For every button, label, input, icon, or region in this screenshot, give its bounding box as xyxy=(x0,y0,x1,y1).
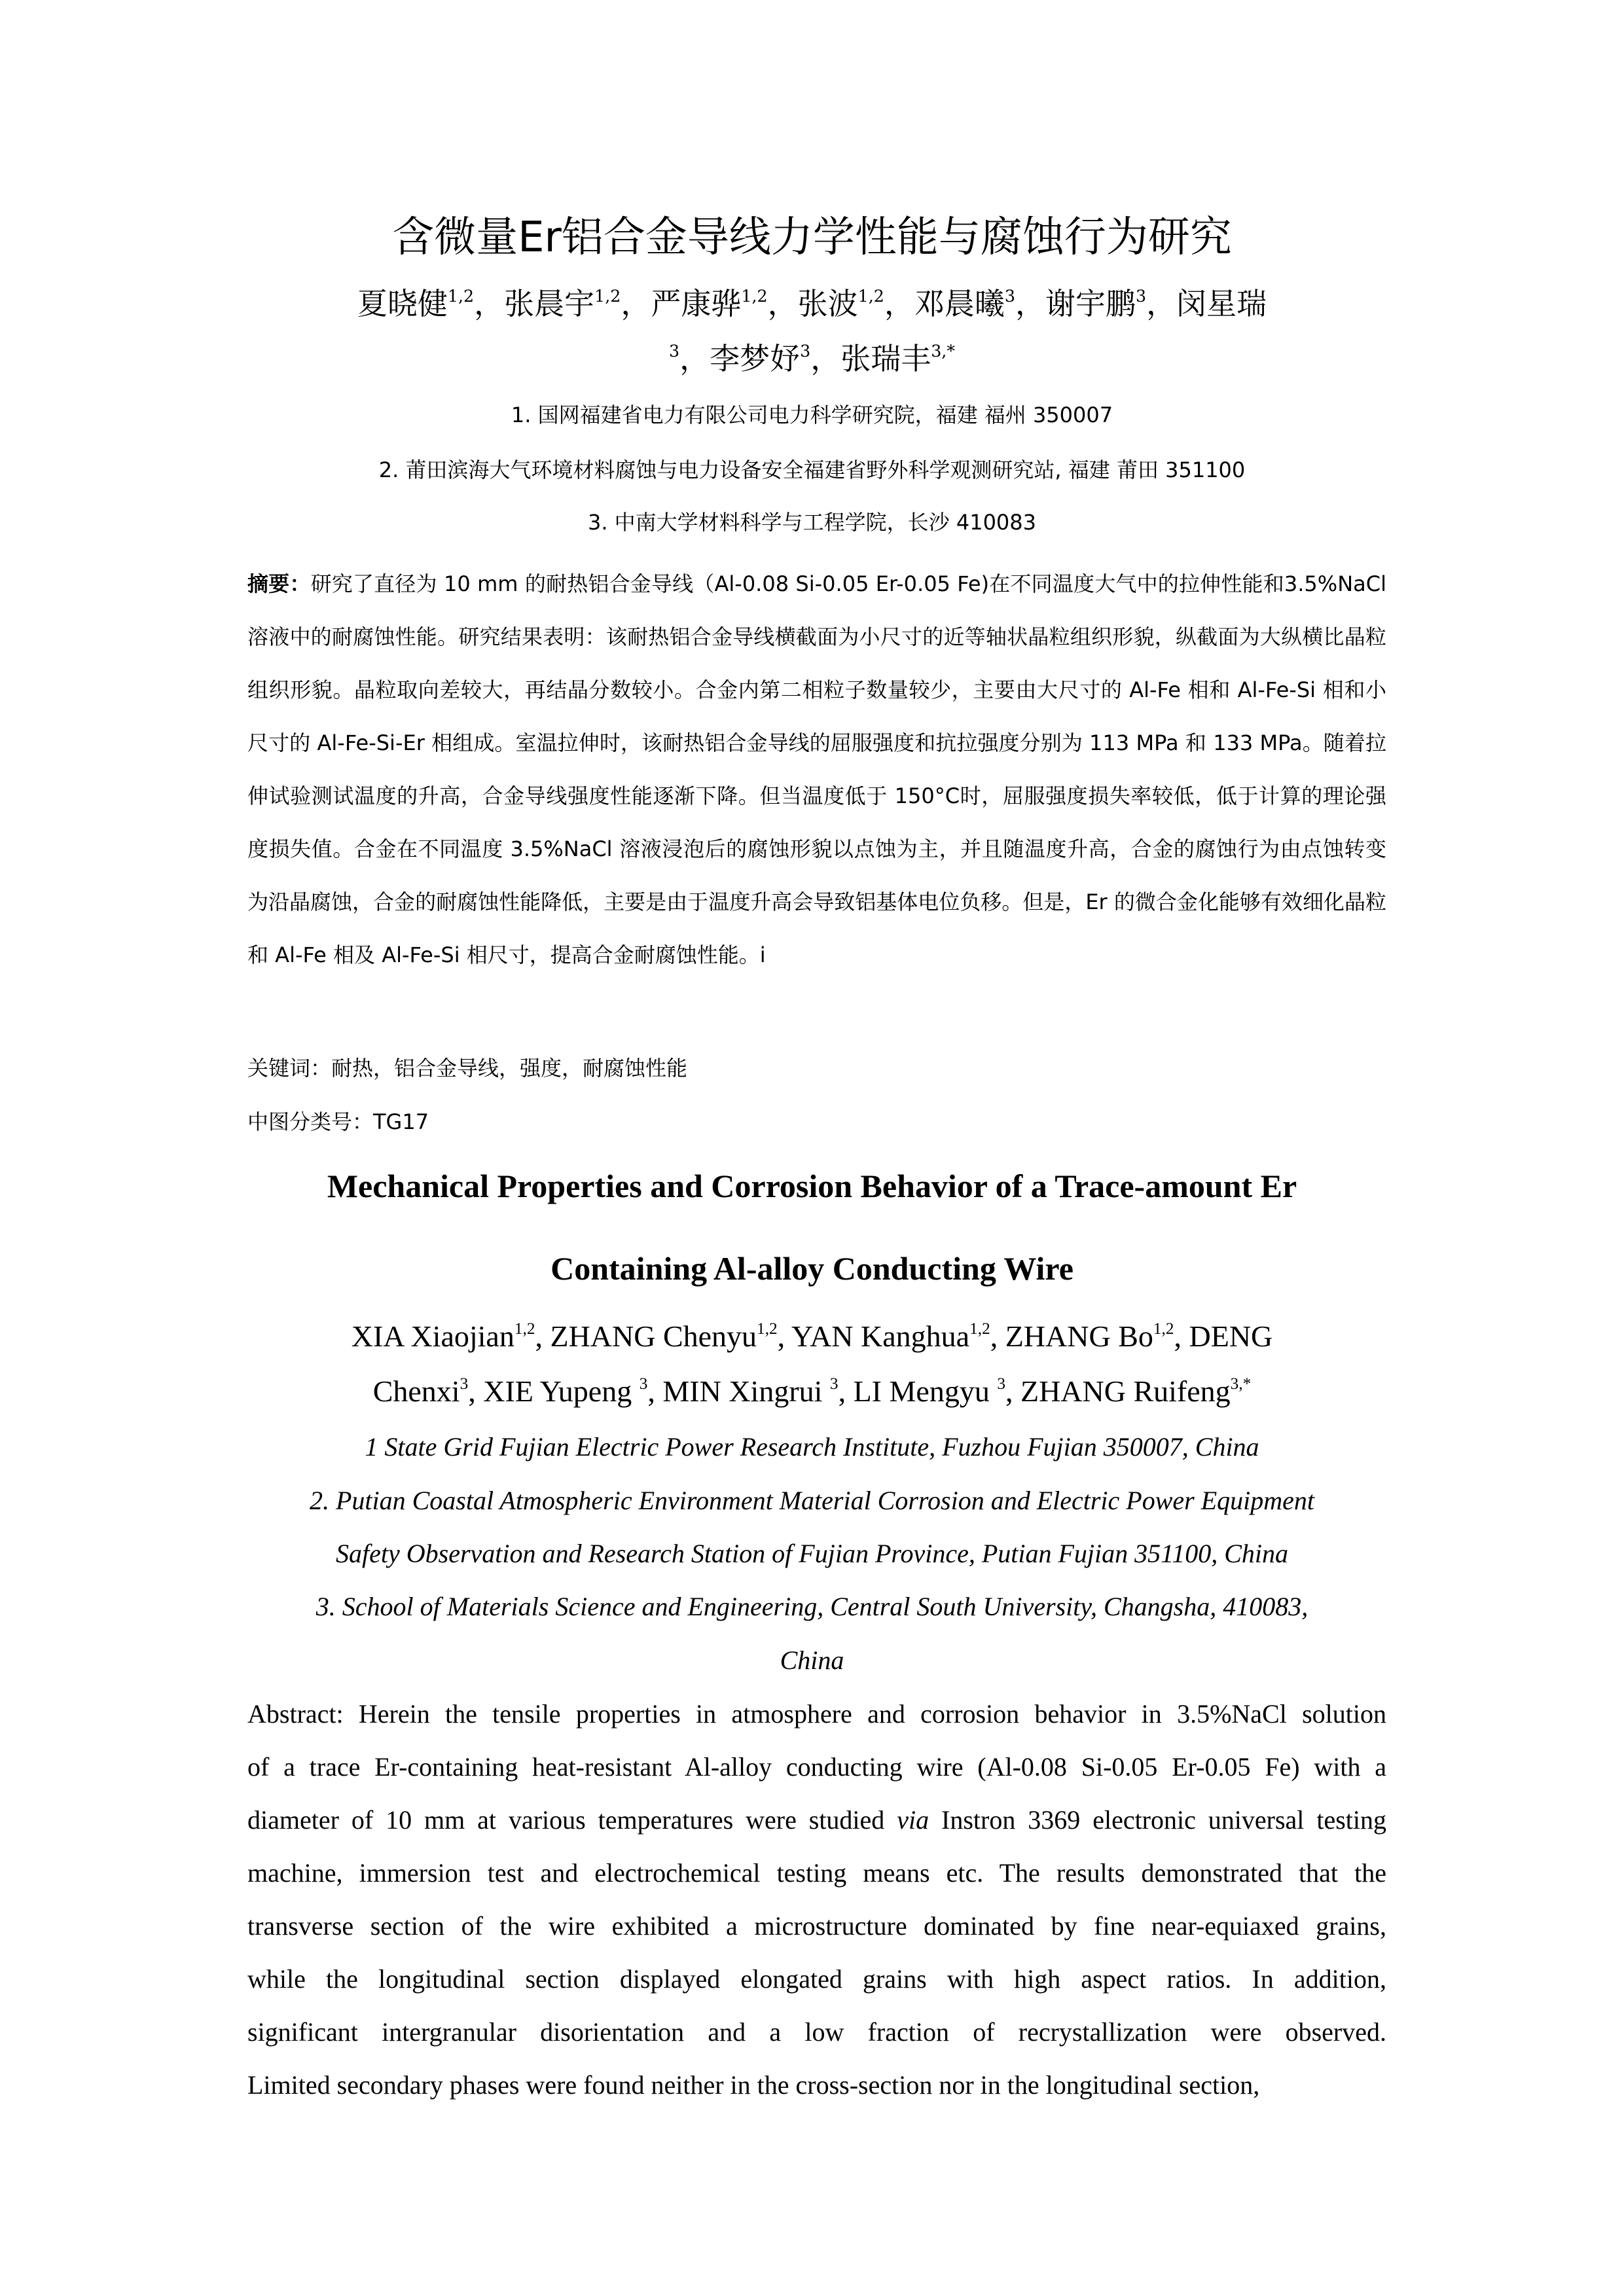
cn-author-name: 闵星瑞 xyxy=(1176,286,1267,321)
english-affiliation-line-2: 2. Putian Coastal Atmospheric Environment Material Corrosion and Electric Power Equipment xyxy=(309,1486,1315,1515)
english-abstract-line: transverse section of the wire exhibited a microstructure dominated by fine near-equiaxed grains, xyxy=(247,1911,1386,1941)
en-author-separator: , xyxy=(468,1374,484,1408)
cn-author-separator: ， xyxy=(1015,286,1045,321)
cn-author-affiliation-mark: 3,* xyxy=(931,342,955,361)
en-author-name: YAN Kanghua xyxy=(791,1319,970,1353)
english-abstract xyxy=(247,1687,1386,2111)
cn-author-separator: ， xyxy=(767,286,798,321)
en-author-name: MIN Xingrui xyxy=(662,1374,830,1408)
en-author-name: Chenxi xyxy=(372,1374,460,1408)
en-author-name: ZHANG Chenyu xyxy=(550,1319,757,1353)
english-affiliation-line-5: China xyxy=(780,1645,844,1675)
cn-author-affiliation-mark: 1,2 xyxy=(594,287,621,306)
en-author-affiliation-mark: 3 xyxy=(829,1374,839,1393)
en-author-name: ZHANG Ruifeng xyxy=(1020,1374,1231,1408)
chinese-affiliation-3: 3. 中南大学材料科学与工程学院，长沙 410083 xyxy=(587,510,1037,535)
english-title-line-1: Mechanical Properties and Corrosion Behavior of a Trace-amount Er xyxy=(327,1168,1297,1204)
chinese-classification-number: 中图分类号：TG17 xyxy=(247,1109,429,1134)
en-author-name: ZHANG Bo xyxy=(1005,1319,1153,1353)
chinese-title: 含微量Er铝合金导线力学性能与腐蚀行为研究 xyxy=(392,213,1232,262)
english-affiliation-line-1: 1 State Grid Fujian Electric Power Research Institute, Fuzhou Fujian 350007, China xyxy=(365,1432,1259,1462)
cn-author-separator: ， xyxy=(1146,286,1177,321)
en-author-affiliation-mark: 3 xyxy=(997,1374,1005,1393)
en-author-separator: , xyxy=(838,1374,854,1408)
english-abstract-line: machine, immersion test and electrochemical testing means etc. The results demonstrated that the xyxy=(247,1858,1386,1888)
english-abstract-line: while the longitudinal section displayed elongated grains with high aspect ratios. In addition, xyxy=(247,1964,1386,1994)
chinese-authors-line-2 xyxy=(0,338,1624,380)
cn-author-separator: ， xyxy=(621,286,651,321)
chinese-abstract-text: 研究了直径为 10 mm 的耐热铝合金导线（Al-0.08 Si-0.05 Er-0.05 Fe)在不同温度大气中的拉伸性能和3.5%NaCl 溶液中的耐腐蚀性能。研究结果表明：该耐热铝合金导线横截面为小尺寸的近等轴状晶粒组织形貌，纵截面为大纵横比晶粒组织形貌。晶粒取向差较大，再结晶分数较小。合金内第二相粒子数量较少，主要由大尺寸的 Al-Fe 相和 Al-Fe-Si 相和小尺寸的 Al-Fe-Si-Er 相组成。室温拉伸时，该耐热铝合金导线的屈服强度和抗拉强度分别为 113 MPa 和 133 MPa。随着拉伸试验测试温度的升高，合金导线强度性能逐渐下降。但当温度低于 150°C时，屈服强度损失率较低，低于计算的理论强度损失值。合金在不同温度 3.5%NaCl 溶液浸泡后的腐蚀形貌以点蚀为主，并且随温度升高，合金的腐蚀行为由点蚀转变为沿晶腐蚀，合金的耐腐蚀性能降低，主要是由于温度升高会导致铝基体电位负移。但是，Er 的微合金化能够有效细化晶粒和 Al-Fe 相及 Al-Fe-Si 相尺寸，提高合金耐腐蚀性能。i xyxy=(247,571,1386,967)
english-authors-line-1 xyxy=(0,1310,1624,1363)
chinese-keywords: 关键词：耐热，铝合金导线，强度，耐腐蚀性能 xyxy=(247,1056,688,1081)
cn-author-affiliation-mark: 3 xyxy=(1004,287,1015,306)
cn-author-affiliation-mark: 1,2 xyxy=(447,287,475,306)
cn-author-name: 李梦妤 xyxy=(710,341,801,376)
en-author-affiliation-mark: 1,2 xyxy=(1153,1319,1174,1338)
english-abstract-line: diameter of 10 mm at various temperatures were studied via Instron 3369 electronic universal testing xyxy=(247,1805,1387,1835)
en-author-separator: , xyxy=(1005,1374,1020,1408)
en-author-separator: , xyxy=(647,1374,663,1408)
cn-author-separator: ， xyxy=(679,341,710,376)
en-author-affiliation-mark: 3,* xyxy=(1230,1374,1252,1393)
en-author-name: XIA Xiaojian xyxy=(351,1319,514,1353)
en-author-affiliation-mark: 3 xyxy=(460,1374,469,1393)
chinese-authors-line-1 xyxy=(0,283,1624,325)
english-affiliation-line-3: Safety Observation and Research Station of Fujian Province, Putian Fujian 351100, China xyxy=(336,1539,1288,1568)
en-author-affiliation-mark: 1,2 xyxy=(969,1319,990,1338)
chinese-affiliation-2: 2. 莆田滨海大气环境材料腐蚀与电力设备安全福建省野外科学观测研究站, 福建 莆田 351100 xyxy=(378,457,1246,482)
cn-author-separator: ， xyxy=(810,341,841,376)
cn-author-name: 张晨宇 xyxy=(504,286,595,321)
en-author-affiliation-mark: 1,2 xyxy=(757,1319,778,1338)
en-author-separator: , xyxy=(535,1319,550,1353)
cn-author-name: 夏晓健 xyxy=(357,286,448,321)
english-authors-line-2 xyxy=(0,1365,1624,1418)
chinese-affiliation-1: 1. 国网福建省电力有限公司电力科学研究院，福建 福州 350007 xyxy=(511,403,1113,427)
cn-author-separator: ， xyxy=(884,286,914,321)
cn-author-name: 邓晨曦 xyxy=(914,286,1005,321)
english-abstract-line: of a trace Er-containing heat-resistant Al-alloy conducting wire (Al-0.08 Si-0.05 Er-0.05 Fe) with a xyxy=(247,1752,1386,1782)
english-affiliation-line-4: 3. School of Materials Science and Engineering, Central South University, Changsha, 410083, xyxy=(316,1592,1308,1621)
cn-author-name: 张波 xyxy=(797,286,858,321)
en-author-separator: , xyxy=(990,1319,1005,1353)
en-author-name: LI Mengyu xyxy=(853,1374,998,1408)
en-author-affiliation-mark: 3 xyxy=(639,1374,648,1393)
english-abstract-line: significant intergranular disorientation and a low fraction of recrystallization were observed. xyxy=(247,2017,1386,2047)
english-abstract-line: Limited secondary phases were found neither in the cross-section nor in the longitudinal section, xyxy=(247,2070,1260,2100)
english-title-line-2: Containing Al-alloy Conducting Wire xyxy=(550,1250,1074,1287)
en-author-name: XIE Yupeng xyxy=(483,1374,640,1408)
en-author-affiliation-mark: 1,2 xyxy=(514,1319,535,1338)
chinese-abstract xyxy=(247,558,1386,982)
cn-author-separator: ， xyxy=(474,286,505,321)
cn-author-affiliation-mark: 1,2 xyxy=(857,287,884,306)
cn-author-name: 严康骅 xyxy=(651,286,742,321)
english-abstract-line: Abstract: Herein the tensile properties in atmosphere and corrosion behavior in 3.5%NaCl solution xyxy=(247,1699,1386,1729)
en-author-separator: , xyxy=(777,1319,791,1353)
cn-author-affiliation-mark: 1,2 xyxy=(741,287,768,306)
cn-author-affiliation-mark: 3 xyxy=(668,342,680,361)
cn-author-name: 谢宇鹏 xyxy=(1045,286,1136,321)
chinese-abstract-label: 摘要： xyxy=(247,571,311,596)
cn-author-name: 张瑞丰 xyxy=(840,341,931,376)
en-author-separator: , xyxy=(1174,1319,1189,1353)
en-author-name: DENG xyxy=(1189,1319,1273,1353)
cn-author-affiliation-mark: 3 xyxy=(800,342,811,361)
english-abstract-italic: via xyxy=(897,1805,929,1835)
cn-author-affiliation-mark: 3 xyxy=(1135,287,1147,306)
